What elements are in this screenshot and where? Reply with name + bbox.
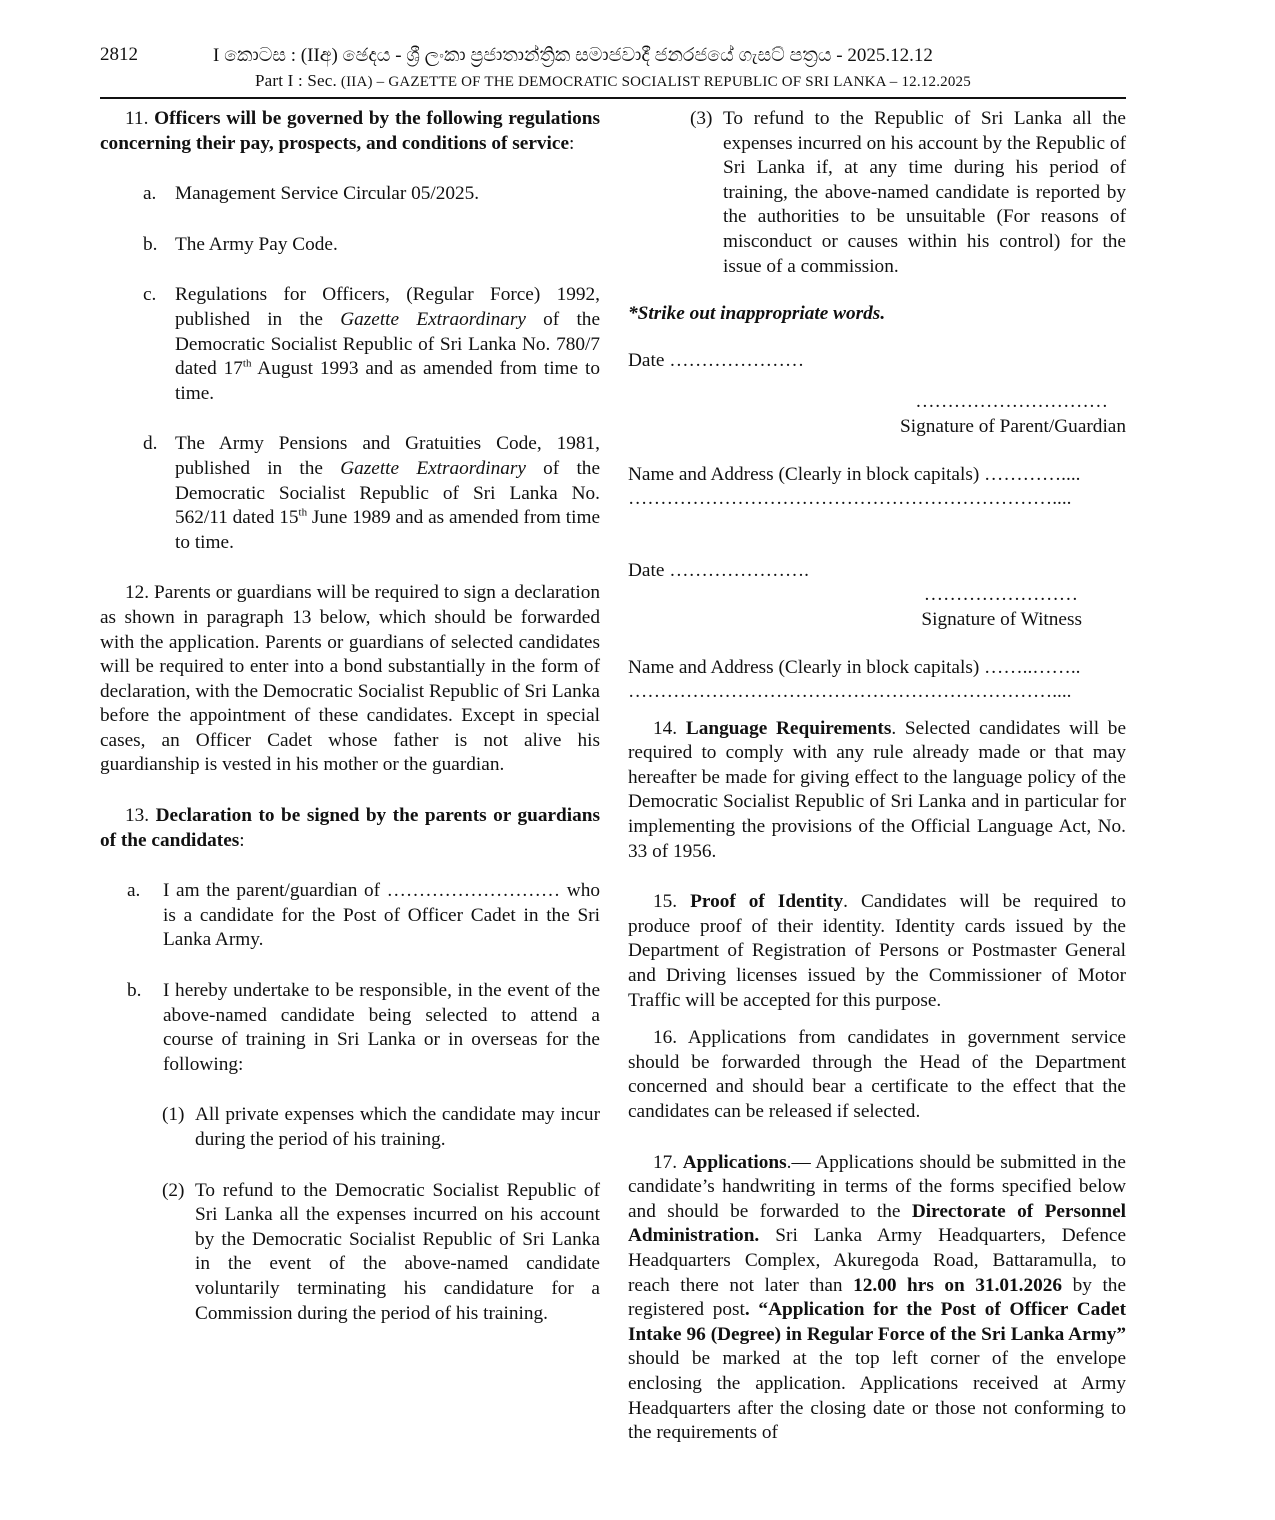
declaration-subitem-3: (3) To refund to the Republic of Sri Lanka all the expenses incurred on his account by the Republic of Sri Lanka if, at any time during his period of training, the above-named candidate is reported by the authorities to be unsuitable (For reasons of misconduct or causes within his control) for the issue of a commission.	[690, 108, 1126, 277]
date-field-witness: Date ………………….	[628, 559, 810, 581]
header-sinhala-title: I කොටස : (IIඅ) ඡෙදය - ශ්‍රී ලංකා ප්‍රජාතාන්ත්‍රික සමාජවාදී ජනරජයේ ගැසට් පත්‍රය - 2025.12.12	[213, 45, 933, 66]
paragraph-11: 11. Officers will be governed by the following regulations concerning their pay, prospects, and conditions of service:	[100, 108, 600, 154]
signature-line-witness: ……………………	[923, 584, 1078, 606]
declaration-subitem-2: (2) To refund to the Democratic Socialist Republic of Sri Lanka all the expenses incurred on his account by the Democratic Socialist Republic of Sri Lanka in the event of the above-named candidate voluntarily terminating his candidature for a Commission during the period of his training.	[162, 1179, 600, 1324]
paragraph-14: 14. Language Requirements. Selected candidates will be required to comply with any rule already made or that may hereafter be made for giving effect to the language policy of the Democratic Socialist Republic of Sri Lanka and in particular for implementing the provisions of the Official Language Act, No. 33 of 1956.	[628, 717, 1126, 862]
declaration-item-b: b. I hereby undertake to be responsible, in the event of the above-named candidate being selected to attend a course of training in Sri Lanka or in overseas for the following:	[127, 980, 600, 1075]
paragraph-11-heading: Officers will be governed by the following regulations concerning their pay, prospects, and conditions of service	[100, 108, 600, 154]
signature-witness-label: Signature of Witness	[921, 608, 1082, 630]
strike-out-note: *Strike out inappropriate words.	[628, 303, 886, 325]
header-english-title	[213, 71, 1013, 91]
paragraph-13-heading: Declaration to be signed by the parents or guardians of the candidates	[100, 805, 601, 851]
list-item-a: a. Management Service Circular 05/2025.	[143, 183, 480, 205]
paragraph-15-heading: Proof of Identity	[690, 891, 844, 913]
left-column	[100, 107, 600, 1326]
page-number: 2812	[100, 44, 138, 65]
declaration-item-a: a. I am the parent/guardian of ……………………… who is a candidate for the Post of Officer Cadet in the Sri Lanka Army.	[127, 880, 600, 951]
dotted-line-witness: …………………………………………………………....	[628, 681, 1072, 703]
header-gazette-title: (IIA) – GAZETTE OF THE DEMOCRATIC SOCIALIST REPUBLIC OF SRI LANKA – 12.12.2025	[336, 74, 971, 90]
name-address-field-witness: Name and Address (Clearly in block capitals) ……..……..	[628, 656, 1081, 678]
paragraph-14-heading: Language Requirements	[685, 717, 892, 739]
paragraph-13: 13. Declaration to be signed by the parents or guardians of the candidates:	[100, 805, 601, 851]
date-field-parent: Date …………………	[628, 349, 805, 371]
paragraph-17: 17. Applications.— Applications should be submitted in the candidate’s handwriting in terms of the forms specified below and should be forwarded to the Directorate of Personnel Administration. Sri Lanka Army Headquarters, Defence Headquarters Complex, Akuregoda Road, Battaramulla, to reach there not later than 12.00 hrs on 31.01.2026 by the registered post. “Application for the Post of Officer Cadet Intake 96 (Degree) in Regular Force of the Sri Lanka Army” should be marked at the top left corner of the envelope enclosing the application. Applications received at Army Headquarters after the closing date or those not conforming to the requirements of	[628, 1151, 1127, 1444]
list-item-d: d. The Army Pensions and Gratuities Code, 1981, published in the Gazette Extraordinary of the Democratic Socialist Republic of Sri Lanka No. 562/11 dated 15th June 1989 and as amended from time to time.	[143, 433, 600, 553]
paragraph-16: 16. Applications from candidates in government service should be forwarded through the Head of the Department concerned and should bear a certificate to the effect that the candidates can be released if selected.	[628, 1027, 1126, 1122]
right-column	[628, 107, 1126, 1446]
signature-parent-label: Signature of Parent/Guardian	[900, 415, 1126, 437]
list-item-b: b. The Army Pay Code.	[143, 233, 338, 255]
declaration-subitem-1: (1) All private expenses which the candidate may incur during the period of his training.	[162, 1104, 600, 1150]
paragraph-15: 15. Proof of Identity. Candidates will be required to produce proof of their identity. Identity cards issued by the Department of Registration of Persons or Postmaster General and Driving licenses issued by the Commissioner of Motor Traffic will be accepted for this purpose.	[628, 891, 1127, 1011]
header-part: Part I : Sec.	[255, 71, 337, 90]
name-address-field-parent: Name and Address (Clearly in block capitals) …………....	[628, 463, 1081, 485]
signature-line-parent: …………………………	[915, 391, 1108, 413]
header-rule	[100, 97, 1126, 99]
dotted-line-parent: …………………………………………………………....	[628, 488, 1072, 510]
list-item-c: c. Regulations for Officers, (Regular Force) 1992, published in the Gazette Extraordinary of the Democratic Socialist Republic of Sri Lanka No. 780/7 dated 17th August 1993 and as amended from time to time.	[143, 284, 600, 404]
paragraph-12: 12. Parents or guardians will be required to sign a declaration as shown in paragraph 13 below, which should be forwarded with the application. Parents or guardians of selected candidates will be required to enter into a bond substantially in the form of declaration, with the Democratic Socialist Republic of Sri Lanka before the appointment of these candidates. Except in special cases, an Officer Cadet whose father is not alive his guardianship is vested in his mother or the guardian.	[100, 582, 600, 776]
